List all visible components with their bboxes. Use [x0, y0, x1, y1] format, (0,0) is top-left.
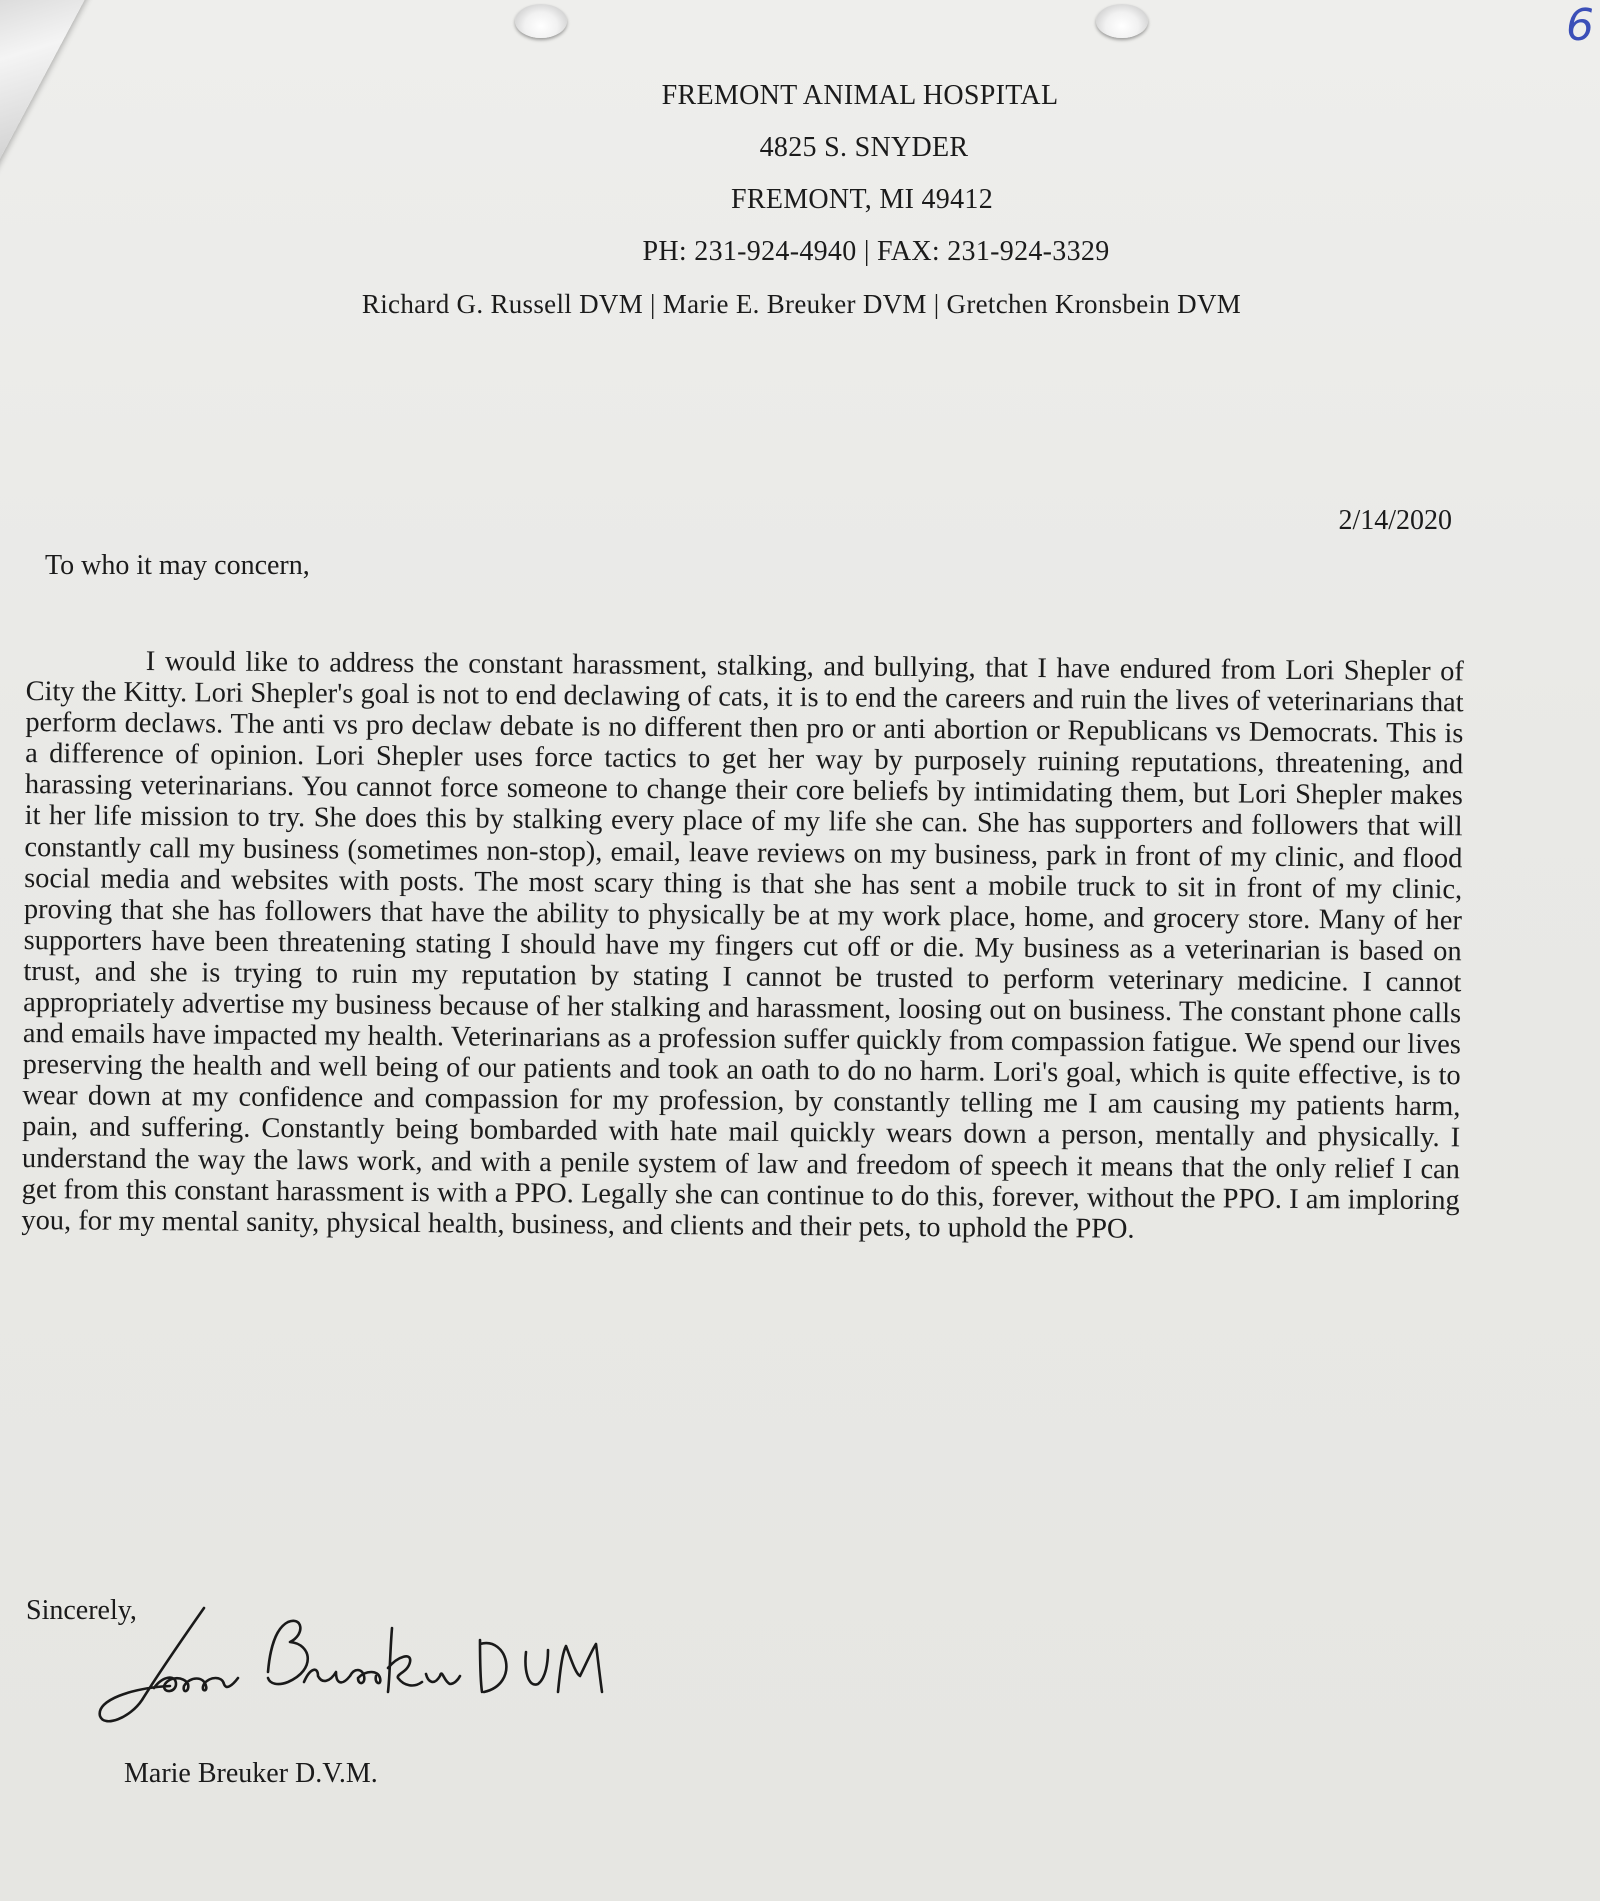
letterhead — [0, 70, 1600, 330]
street-address: 4825 S. SNYDER — [759, 132, 969, 163]
closing: Sincerely, — [26, 1595, 137, 1626]
salutation: To who it may concern, — [45, 550, 310, 581]
phone-fax: PH: 231-924-4940 | FAX: 231-924-3329 — [642, 236, 1110, 267]
letter-date: 2/14/2020 — [1338, 505, 1452, 536]
signature-drawing — [92, 1588, 652, 1738]
signer-name: Marie Breuker D.V.M. — [124, 1758, 378, 1789]
doctors-list: Richard G. Russell DVM | Marie E. Breuker DVM | Gretchen Kronsbein DVM — [361, 289, 1242, 319]
handwritten-page-number: 6 — [1566, 0, 1594, 51]
letter-body-text: I would like to address the constant harassment, stalking, and bullying, that I have endured from Lori Shepler of City the Kitty. Lori Shepler's goal is not to end declawing of cats, it is to end the careers and ruin the lives of veterinarians that perform declaws. The anti vs pro declaw debate is no different then pro or anti abortion or Republicans vs Democrats. This is a difference of opinion. Lori Shepler uses force tactics to get her way by purposely ruining reputations, threatening, and harassing veterinarians. You cannot force someone to change their core beliefs by intimidating them, but Lori Shepler makes it her life mission to try. She does this by stalking every place of my life she can. She has supporters and followers that will constantly call my business (sometimes non-stop), email, leave reviews on my business, park in front of my clinic, and flood social media and websites with posts. The most scary thing is that she has sent a mobile truck to sit in front of my clinic, proving that she has followers that have the ability to physically be at my work place, home, and grocery store. Many of her supporters have been threatening stating I should have my fingers cut off or die. My business as a veterinarian is based on trust, and she is trying to ruin my reputation by stating I cannot be trusted to perform veterinary medicine. I cannot appropriately advertise my business because of her stalking and harassment, loosing out on business. The constant phone calls and emails have impacted my health. Veterinarians as a profession suffer quickly from compassion fatigue. We spend our lives preserving the health and well being of our patients and took an oath to do no harm. Lori's goal, which is quite effective, is to wear down at my confidence and compassion for my profession, by constantly telling me I am causing my patients harm, pain, and suffering. Constantly being bombarded with hate mail quickly wears down a person, mentally and physically. I understand the way the laws work, and with a penile system of law and freedom of speech it means that the only relief I can get from this constant harassment is with a PPO. Legally she can continue to do this, forever, without the PPO. I am imploring you, for my mental sanity, physical health, business, and clients and their pets, to uphold the PPO. — [21, 645, 1464, 1245]
hospital-name: FREMONT ANIMAL HOSPITAL — [661, 80, 1059, 111]
punch-hole-right — [1096, 4, 1148, 38]
letter-body — [21, 645, 1464, 1247]
signature — [92, 1588, 652, 1738]
paragraph-indent — [26, 669, 146, 670]
punch-hole-left — [515, 4, 567, 38]
city-state-zip: FREMONT, MI 49412 — [730, 184, 994, 215]
